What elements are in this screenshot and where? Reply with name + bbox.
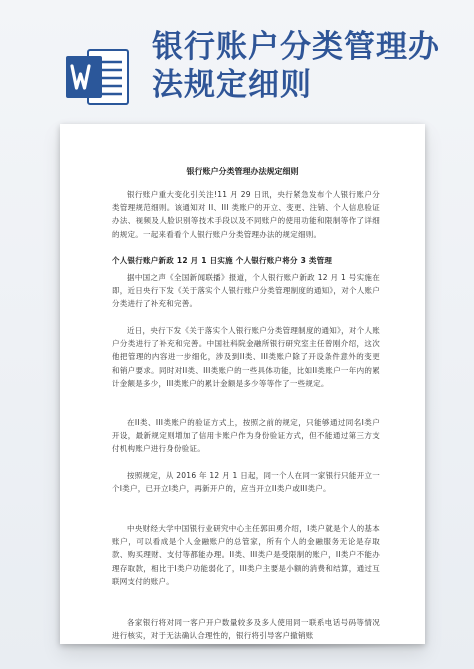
paragraph-account-rule: 按照规定，从 2016 年 12 月 1 日起，同一个人在同一家银行只能开立一个I类户，已开立I类户，再新开户的，应当开立II类户或III类户。 [112, 471, 380, 494]
paragraph-verification: 在II类、III类账户的验证方式上，按照之前的规定，只能够通过同名I类户开设，最新规定则增加了信用卡账户作为身份验证方式，但不能通过第三方支付机构账户进行身份验证。 [112, 418, 380, 454]
word-doc-icon [64, 44, 130, 110]
paragraph-intro: 银行账户重大变化引关注!11 月 29 日讯，央行紧急发布个人银行账户分类管理规范细则。该通知对 II、III 类账户的开立、变更、注销、个人信息验证办法、视频及人脸识别等技术手段以及不同账户的使用功能和限制等作了详细的规定。一起来看看个人银行账户分类管理办法的规定细则。 [112, 190, 380, 239]
paragraph-subheading: 个人银行账户新政 12 月 1 日实施 个人银行账户将分 3 类管理 [112, 256, 333, 265]
paragraph-central-bank-notice: 近日，央行下发《关于落实个人银行账户分类管理制度的通知》，对个人账户分类进行了补充和完善。中国社科院金融所银行研究室主任曾刚介绍，这次他把管理的内容进一步细化，涉及到II类、III类账户除了开设条件意外的变更和销户要求。同时对II类、III类账户的一些具体功能，比如II类账户一年内的累计金额是多少，III类账户的累计金额是多少等等作了一些规定。 [112, 326, 380, 388]
paragraph-bank-verification: 各家银行将对同一客户开户数量较多及多人使用同一联系电话号码等情况进行核实，对于无法确认合理性的，银行将引导客户撤销账 [112, 618, 380, 641]
document-banner [0, 0, 474, 130]
document-page [60, 124, 425, 644]
paragraph-news-report: 据中国之声《全国新闻联播》报道，个人银行账户新政 12 月 1 号实施在即，近日央行下发《关于落实个人银行账户分类管理制度的通知》，对个人账户分类进行了补充和完善。 [112, 273, 380, 309]
document-title: 银行账户分类管理办法规定细则 [186, 167, 299, 176]
banner-title: 银行账户分类管理办法规定细则 [152, 29, 440, 103]
paragraph-expert-comment: 中央财经大学中国银行业研究中心主任郭田勇介绍，I类户就是个人的基本账户，可以看成是个人金融账户的总管家，所有个人的金融服务无论是存取款、购买理财、支付等都能办理。II类、III类户是受限制的账户，II类户不能办理存取款，相比于I类户功能弱化了，III类户主要是小额的消费和结算，通过互联网支付的账户。 [112, 524, 380, 586]
